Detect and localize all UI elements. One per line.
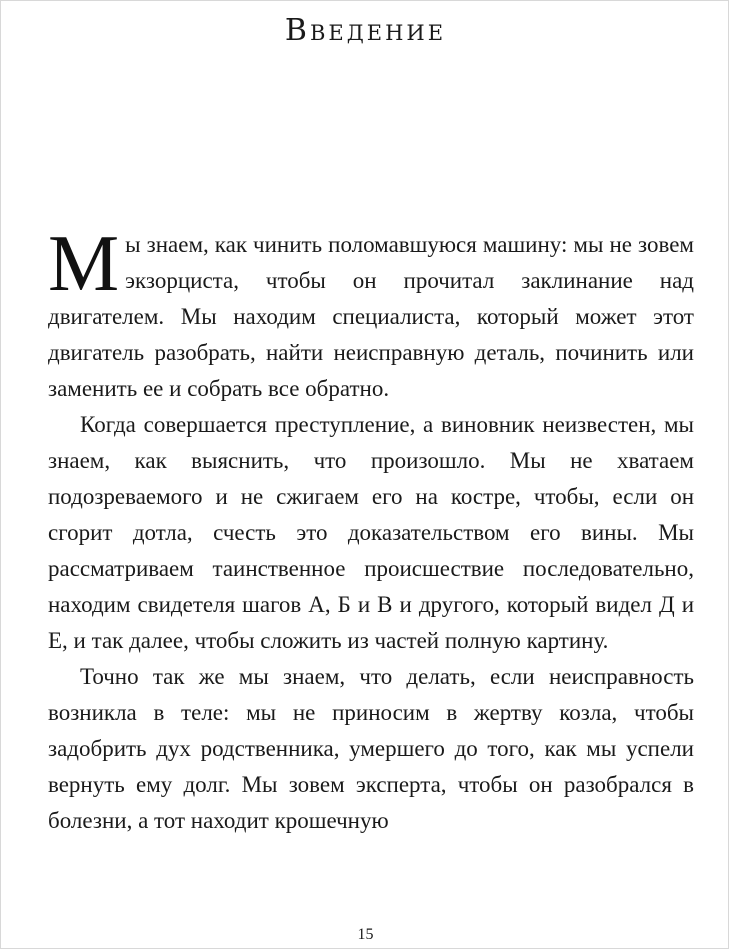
paragraph-1 bbox=[48, 220, 694, 407]
body-text bbox=[48, 220, 694, 839]
drop-cap-letter: М bbox=[48, 220, 120, 308]
chapter-title: Введение bbox=[284, 13, 447, 48]
page-number: 15 bbox=[357, 926, 374, 943]
paragraph-3: Точно так же мы знаем, что делать, если неисправность возникла в теле: мы не приносим в жертву козла, чтобы задобрить дух родственника, умершего до того, как мы успели вернуть ему долг. Мы зовем эксперта, чтобы он разобрался в болезни, а тот находит крошечную bbox=[48, 664, 694, 833]
paragraph-2: Когда совершается преступление, а виновник неизвестен, мы знаем, как выяснить, что произошло. Мы не хватаем подозреваемого и не сжигаем его на костре, чтобы, если он сгорит дотла, счесть это доказательством его вины. Мы рассматриваем таинственное происшествие последовательно, находим свидетеля шагов А, Б и В и другого, который видел Д и Е, и так далее, чтобы сложить из частей полную картину. bbox=[48, 412, 694, 653]
paragraph-1-text: ы знаем, как чинить поломавшуюся машину: мы не зовем экзорциста, чтобы он прочитал заклинание над двигателем. Мы находим специалиста, который может этот двигатель разобрать, найти неисправную деталь, починить или заменить ее и собрать все обратно. bbox=[48, 232, 694, 401]
